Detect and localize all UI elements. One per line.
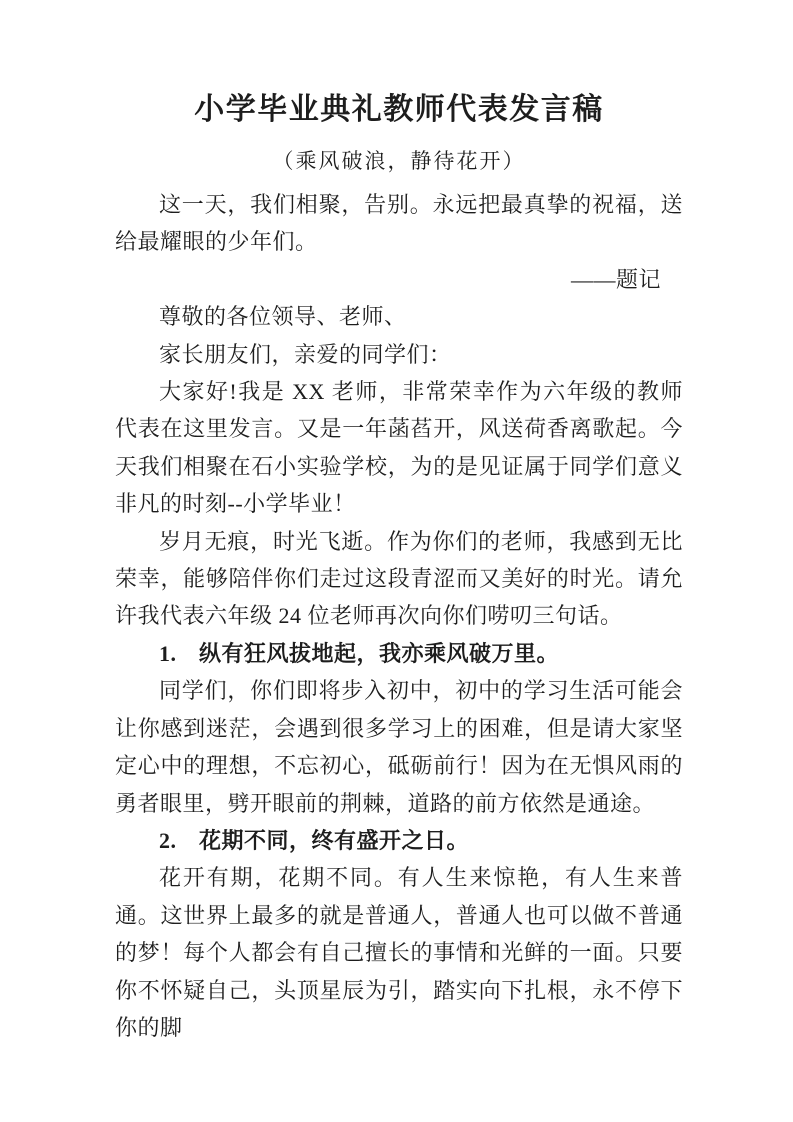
paragraph-years: 岁月无痕，时光飞逝。作为你们的老师，我感到无比荣幸，能够陪伴你们走过这段青涩而又美好的时光。请允许我代表六年级 24 位老师再次向你们唠叨三句话。 (115, 528, 683, 629)
paragraph-point-1: 同学们，你们即将步入初中，初中的学习生活可能会让你感到迷茫，会遇到很多学习上的困难，但是请大家坚定心中的理想，不忘初心，砥砺前行！因为在无惧风雨的勇者眼里，劈开眼前的荆棘，道路的前方依然是通途。 (115, 678, 683, 816)
salutation-line-2: 家长朋友们，亲爱的同学们： (159, 341, 452, 367)
document-title: 小学毕业典礼教师代表发言稿 (194, 93, 604, 126)
section-heading-2: 2. 花期不同，终有盛开之日。 (159, 827, 470, 853)
salutation-line-1: 尊敬的各位领导、老师、 (159, 304, 407, 330)
epigraph-attribution: ——题记 (570, 266, 661, 292)
paragraph-intro: 大家好!我是 XX 老师，非常荣幸作为六年级的教师代表在这里发言。又是一年菡萏开，风送荷香离歌起。今天我们相聚在石小实验学校，为的是见证属于同学们意义非凡的时刻--小学毕业！ (115, 379, 683, 517)
document-subtitle: （乘风破浪，静待花开） (272, 149, 526, 173)
paragraph-point-2: 花开有期，花期不同。有人生来惊艳，有人生来普通。这世界上最多的就是普通人，普通人也可以做不普通的梦！每个人都会有自己擅长的事情和光鲜的一面。只要你不怀疑自己，头顶星辰为引，踏实向下扎根，永不停下你的脚 (115, 865, 683, 1040)
epigraph-text: 这一天，我们相聚，告别。永远把最真挚的祝福，送给最耀眼的少年们。 (115, 192, 683, 255)
section-heading-1: 1. 纵有狂风拔地起，我亦乘风破万里。 (159, 640, 560, 666)
